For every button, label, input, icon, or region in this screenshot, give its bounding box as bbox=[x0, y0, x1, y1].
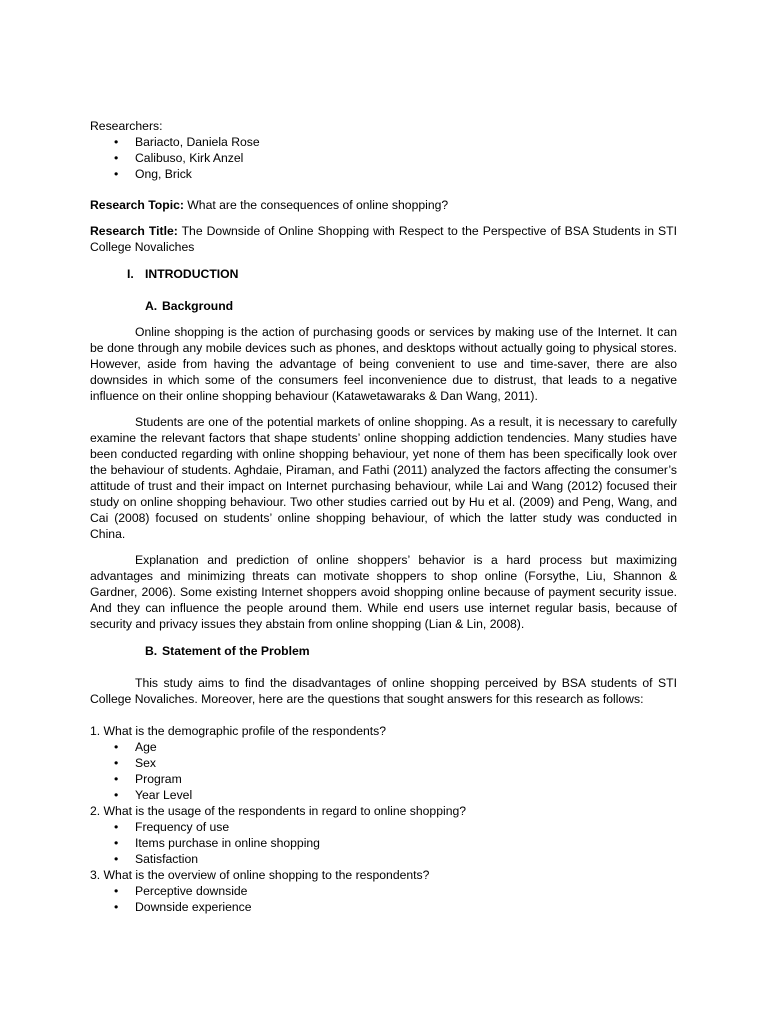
subsection-title: Background bbox=[162, 299, 234, 313]
list-item: • Sex bbox=[90, 755, 677, 771]
question-3: 3. What is the overview of online shopping to the respondents? bbox=[90, 868, 430, 882]
question-1: 1. What is the demographic profile of the respondents? bbox=[90, 724, 387, 738]
subsection-heading-statement bbox=[145, 643, 677, 659]
section-title: INTRODUCTION bbox=[145, 267, 239, 281]
subsection-heading-background bbox=[145, 298, 677, 314]
subsection-title: Statement of the Problem bbox=[162, 644, 310, 658]
background-paragraph-3: Explanation and prediction of online shoppers’ behavior is a hard process but maximizing advantages and minimizing threats can motivate shoppers to shop online (Forsythe, Liu, Shannon & Gardner, 2006). Some existing Internet shoppers avoid shopping online because of payment security issue. And they can influence the people around them. While end users use internet regular basis, because of security and privacy issues they abstain from online shopping (Lian & Lin, 2008). bbox=[90, 553, 677, 631]
question-3-items bbox=[90, 883, 677, 915]
list-item: • Program bbox=[90, 771, 677, 787]
question-2: 2. What is the usage of the respondents in regard to online shopping? bbox=[90, 804, 467, 818]
researcher-name: • Bariacto, Daniela Rose bbox=[90, 134, 677, 150]
researcher-name: • Ong, Brick bbox=[90, 166, 677, 182]
question-2-items bbox=[90, 819, 677, 867]
research-title-label: Research Title: bbox=[90, 224, 178, 238]
list-item: • Items purchase in online shopping bbox=[90, 835, 677, 851]
research-title bbox=[90, 223, 677, 255]
list-item: • Downside experience bbox=[90, 899, 677, 915]
subsection-number: A. bbox=[145, 299, 158, 313]
list-item: • Perceptive downside bbox=[90, 883, 677, 899]
researchers-label: Researchers: bbox=[90, 119, 163, 133]
research-topic-text: What are the consequences of online shopping? bbox=[183, 198, 449, 212]
background-paragraph-1: Online shopping is the action of purchasing goods or services by making use of the Internet. It can be done through any mobile devices such as phones, and desktops without actually going to physical stores. However, aside from having the advantage of being convenient to use and time-saver, there are also downsides in which some of the consumers feel inconvenience due to distrust, that leads to a negative influence on their online shopping behaviour (Katawetawaraks & Dan Wang, 2011). bbox=[90, 325, 677, 403]
subsection-number: B. bbox=[145, 644, 158, 658]
question-1-items bbox=[90, 739, 677, 803]
list-item: • Satisfaction bbox=[90, 851, 677, 867]
researchers-list bbox=[90, 134, 677, 182]
list-item: • Year Level bbox=[90, 787, 677, 803]
document-page bbox=[90, 118, 677, 915]
research-topic bbox=[90, 197, 677, 213]
statement-intro: This study aims to find the disadvantages of online shopping perceived by BSA students of STI College Novaliches. Moreover, here are the questions that sought answers for this research as follows: bbox=[90, 676, 677, 706]
list-item: • Age bbox=[90, 739, 677, 755]
research-title-text: The Downside of Online Shopping with Respect to the Perspective of BSA Students in STI College Novaliches bbox=[90, 224, 677, 254]
researcher-name: • Calibuso, Kirk Anzel bbox=[90, 150, 677, 166]
section-number: I. bbox=[127, 267, 134, 281]
background-paragraph-2: Students are one of the potential markets of online shopping. As a result, it is necessary to carefully examine the relevant factors that shape students’ online shopping addiction tendencies. Many studies have been conducted regarding with online shopping behaviour, yet none of them has been specifically look over the behaviour of students. Aghdaie, Piraman, and Fathi (2011) analyzed the factors affecting the consumer’s attitude of trust and their impact on Internet purchasing behaviour, while Lai and Wang (2012) focused their study on online shopping behaviour. Two other studies carried out by Hu et al. (2009) and Peng, Wang, and Cai (2008) focused on students’ online shopping behaviour, of which the latter study was conducted in China. bbox=[90, 415, 677, 541]
section-heading-introduction bbox=[127, 266, 677, 282]
list-item: • Frequency of use bbox=[90, 819, 677, 835]
research-topic-label: Research Topic: bbox=[90, 198, 184, 212]
